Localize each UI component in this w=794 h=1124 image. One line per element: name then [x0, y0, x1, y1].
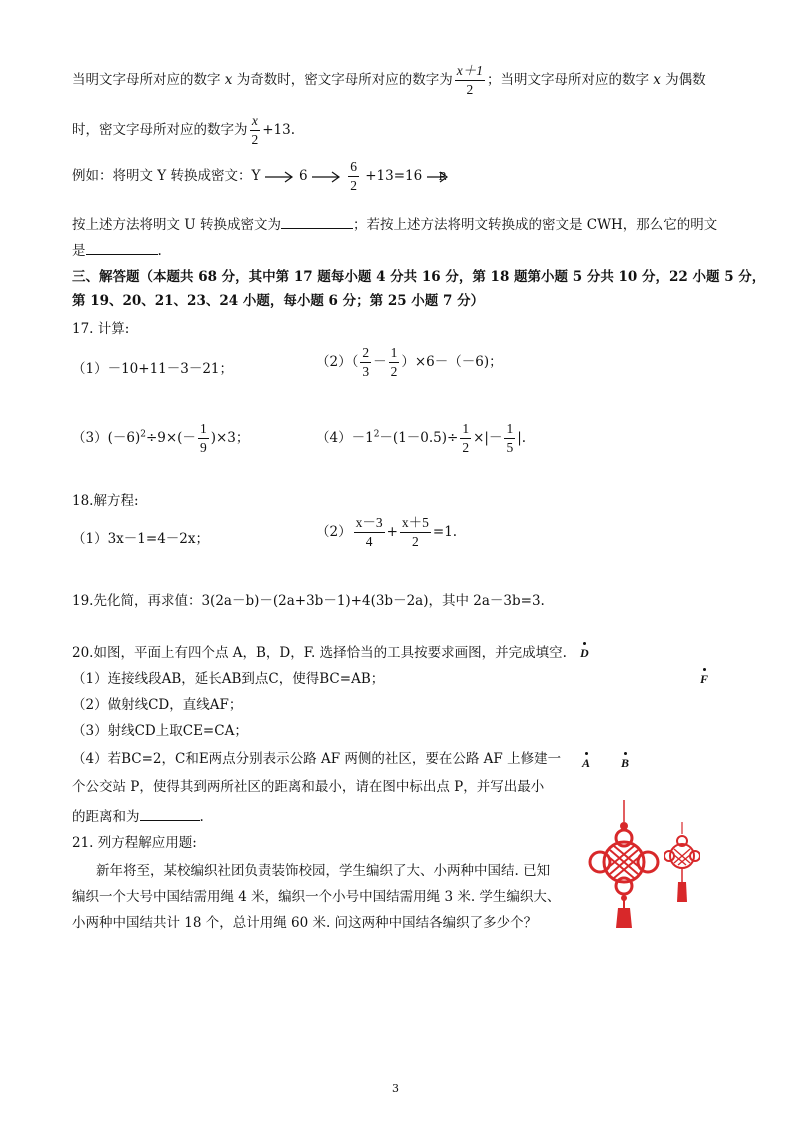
answer-blank[interactable]: [86, 240, 158, 255]
q21-line-1: 新年将至，某校编织社团负责装饰校园，学生编织了大、小两种中国结. 已知: [96, 863, 551, 879]
text: P.: [438, 170, 448, 183]
cipher-example: [72, 158, 447, 195]
point-f: [700, 668, 708, 687]
q20-line-4: （3）射线CD上取CE=CA；: [72, 723, 248, 739]
text: 的距离和为: [72, 809, 140, 825]
q18-part2: [316, 514, 457, 551]
text: ）×6－（－6)；: [401, 354, 503, 370]
point-label: D: [580, 646, 589, 660]
denominator: 2: [390, 364, 398, 379]
point-a: [582, 752, 590, 771]
numerator: x: [250, 112, 261, 131]
fraction: [198, 420, 209, 457]
point-dot: [585, 752, 588, 755]
numerator: x＋1: [455, 62, 485, 81]
section-title-cont: 第 19、20、21、23、24 小题，每小题 6 分；第 25 小题 7 分）: [72, 293, 485, 309]
text: =1.: [432, 524, 458, 540]
text: +13.: [262, 122, 296, 138]
cipher-question: [72, 214, 717, 234]
denominator: 2: [412, 534, 419, 549]
text: ；当明文字母所对应的数字: [486, 72, 654, 88]
text: 是: [72, 243, 86, 259]
text: ；若按上述方法将明文转换成的密文是 CWH，那么它的明文: [352, 217, 718, 233]
denominator: 2: [466, 82, 474, 97]
q20-line-7: [72, 806, 204, 826]
q19-text: 19.先化简，再求值：3(2a－b)－(2a+3b－1)+4(3b－2a)，其中 2a－3b=3.: [72, 593, 545, 609]
text: |.: [517, 430, 527, 446]
text: 为偶数: [660, 72, 706, 88]
text: （2）（: [316, 354, 359, 370]
q21-label: 21. 列方程解应用题:: [72, 835, 197, 851]
fraction: [354, 514, 385, 551]
chinese-knot-large-icon: [584, 800, 664, 930]
answer-blank[interactable]: [281, 214, 353, 229]
text: 按上述方法将明文 U 转换成密文为: [72, 217, 281, 233]
numerator: 2: [360, 344, 371, 363]
exponent: 2: [140, 429, 146, 440]
q17-part2: [316, 344, 503, 381]
denominator: 4: [365, 534, 373, 549]
text: .: [199, 809, 204, 825]
cipher-question-cont: [72, 240, 162, 260]
denominator: 5: [506, 440, 514, 455]
var-x: x: [224, 72, 233, 88]
denominator: 2: [251, 132, 259, 147]
text: （2）: [316, 524, 352, 540]
chinese-knot-small-icon: [664, 822, 700, 906]
denominator: 9: [199, 440, 207, 455]
numerator: 1: [198, 420, 209, 439]
text: +: [386, 524, 398, 540]
section-title: 三、解答题（本题共 68 分，其中第 17 题每小题 4 分共 16 分，第 18 题第小题 5 分共 10 分，22 小题 5 分，: [72, 269, 766, 285]
q17-part3: [72, 420, 249, 457]
text: 6: [299, 168, 308, 184]
q18-label: 18.解方程:: [72, 493, 139, 509]
numerator: 1: [460, 420, 471, 439]
text: 时，密文字母所对应的数字为: [72, 122, 248, 138]
point-d: [580, 642, 589, 661]
text: 当明文字母所对应的数字: [72, 72, 225, 88]
fraction: [348, 158, 359, 195]
arrow-right-icon: [312, 171, 342, 183]
numerator: 1: [389, 344, 400, 363]
point-label: F: [700, 672, 709, 686]
q20-line-5: （4）若BC=2，C和E两点分别表示公路 AF 两侧的社区，要在公路 AF 上修建一: [72, 751, 562, 767]
denominator: 3: [362, 364, 370, 379]
point-b: [621, 752, 629, 771]
exponent: 2: [373, 429, 380, 440]
q17-label: 17. 计算:: [72, 321, 130, 337]
fraction: [455, 62, 485, 99]
cipher-line-1: [72, 62, 706, 99]
q20-line-6: 个公交站 P，使得其到两所社区的距离和最小，请在图中标出点 P，并写出最小: [72, 779, 545, 795]
q20-line-3: （2）做射线CD，直线AF；: [72, 697, 243, 713]
q20-line-1: 20.如图，平面上有四个点 A，B，D，F. 选择恰当的工具按要求画图，并完成填空.: [72, 645, 567, 661]
text: 为奇数时，密文字母所对应的数字为: [232, 72, 453, 88]
q17-part1: （1）－10+11－3－21；: [72, 361, 234, 377]
q17-part4: [316, 420, 526, 457]
point-dot: [624, 752, 627, 755]
text: －: [373, 354, 387, 370]
text: （3）(－6): [72, 430, 141, 446]
point-dot: [583, 642, 586, 645]
point-label: A: [582, 756, 591, 770]
text: （4）－1: [316, 430, 374, 446]
fraction: [250, 112, 261, 149]
fraction: [389, 344, 400, 381]
text: －(1－0.5)÷: [379, 430, 459, 446]
q21-line-3: 小两种中国结共计 18 个，总计用绳 60 米. 问这两种中国结各编织了多少个？: [72, 915, 538, 931]
q18-part1: （1）3x－1=4－2x；: [72, 531, 209, 547]
text: )×3；: [210, 430, 250, 446]
numerator: 1: [504, 420, 515, 439]
text: +13=16: [365, 168, 423, 184]
numerator: x＋5: [400, 514, 431, 533]
q21-line-2: 编织一个大号中国结需用绳 4 米，编织一个小号中国结需用绳 3 米. 学生编织大、: [72, 889, 561, 905]
text: .: [157, 243, 162, 259]
text: ×|－: [473, 430, 503, 446]
fraction: [360, 344, 371, 381]
var-x: x: [653, 72, 661, 88]
text: 例如：将明文 Y 转换成密文：Y: [72, 168, 261, 184]
text: ÷9×(－: [145, 430, 196, 446]
numerator: 6: [348, 158, 359, 177]
point-label: B: [621, 756, 630, 770]
answer-blank[interactable]: [140, 806, 200, 821]
point-dot: [703, 668, 706, 671]
fraction: [460, 420, 471, 457]
fraction: [400, 514, 431, 551]
denominator: 2: [462, 440, 470, 455]
page-number: 3: [392, 1082, 399, 1095]
fraction: [504, 420, 515, 457]
q20-line-2: （1）连接线段AB，延长AB到点C，使得BC=AB；: [72, 671, 385, 687]
denominator: 2: [350, 178, 357, 193]
cipher-line-2: [72, 112, 295, 149]
arrow-right-icon: [265, 171, 295, 183]
numerator: x－3: [354, 514, 385, 533]
